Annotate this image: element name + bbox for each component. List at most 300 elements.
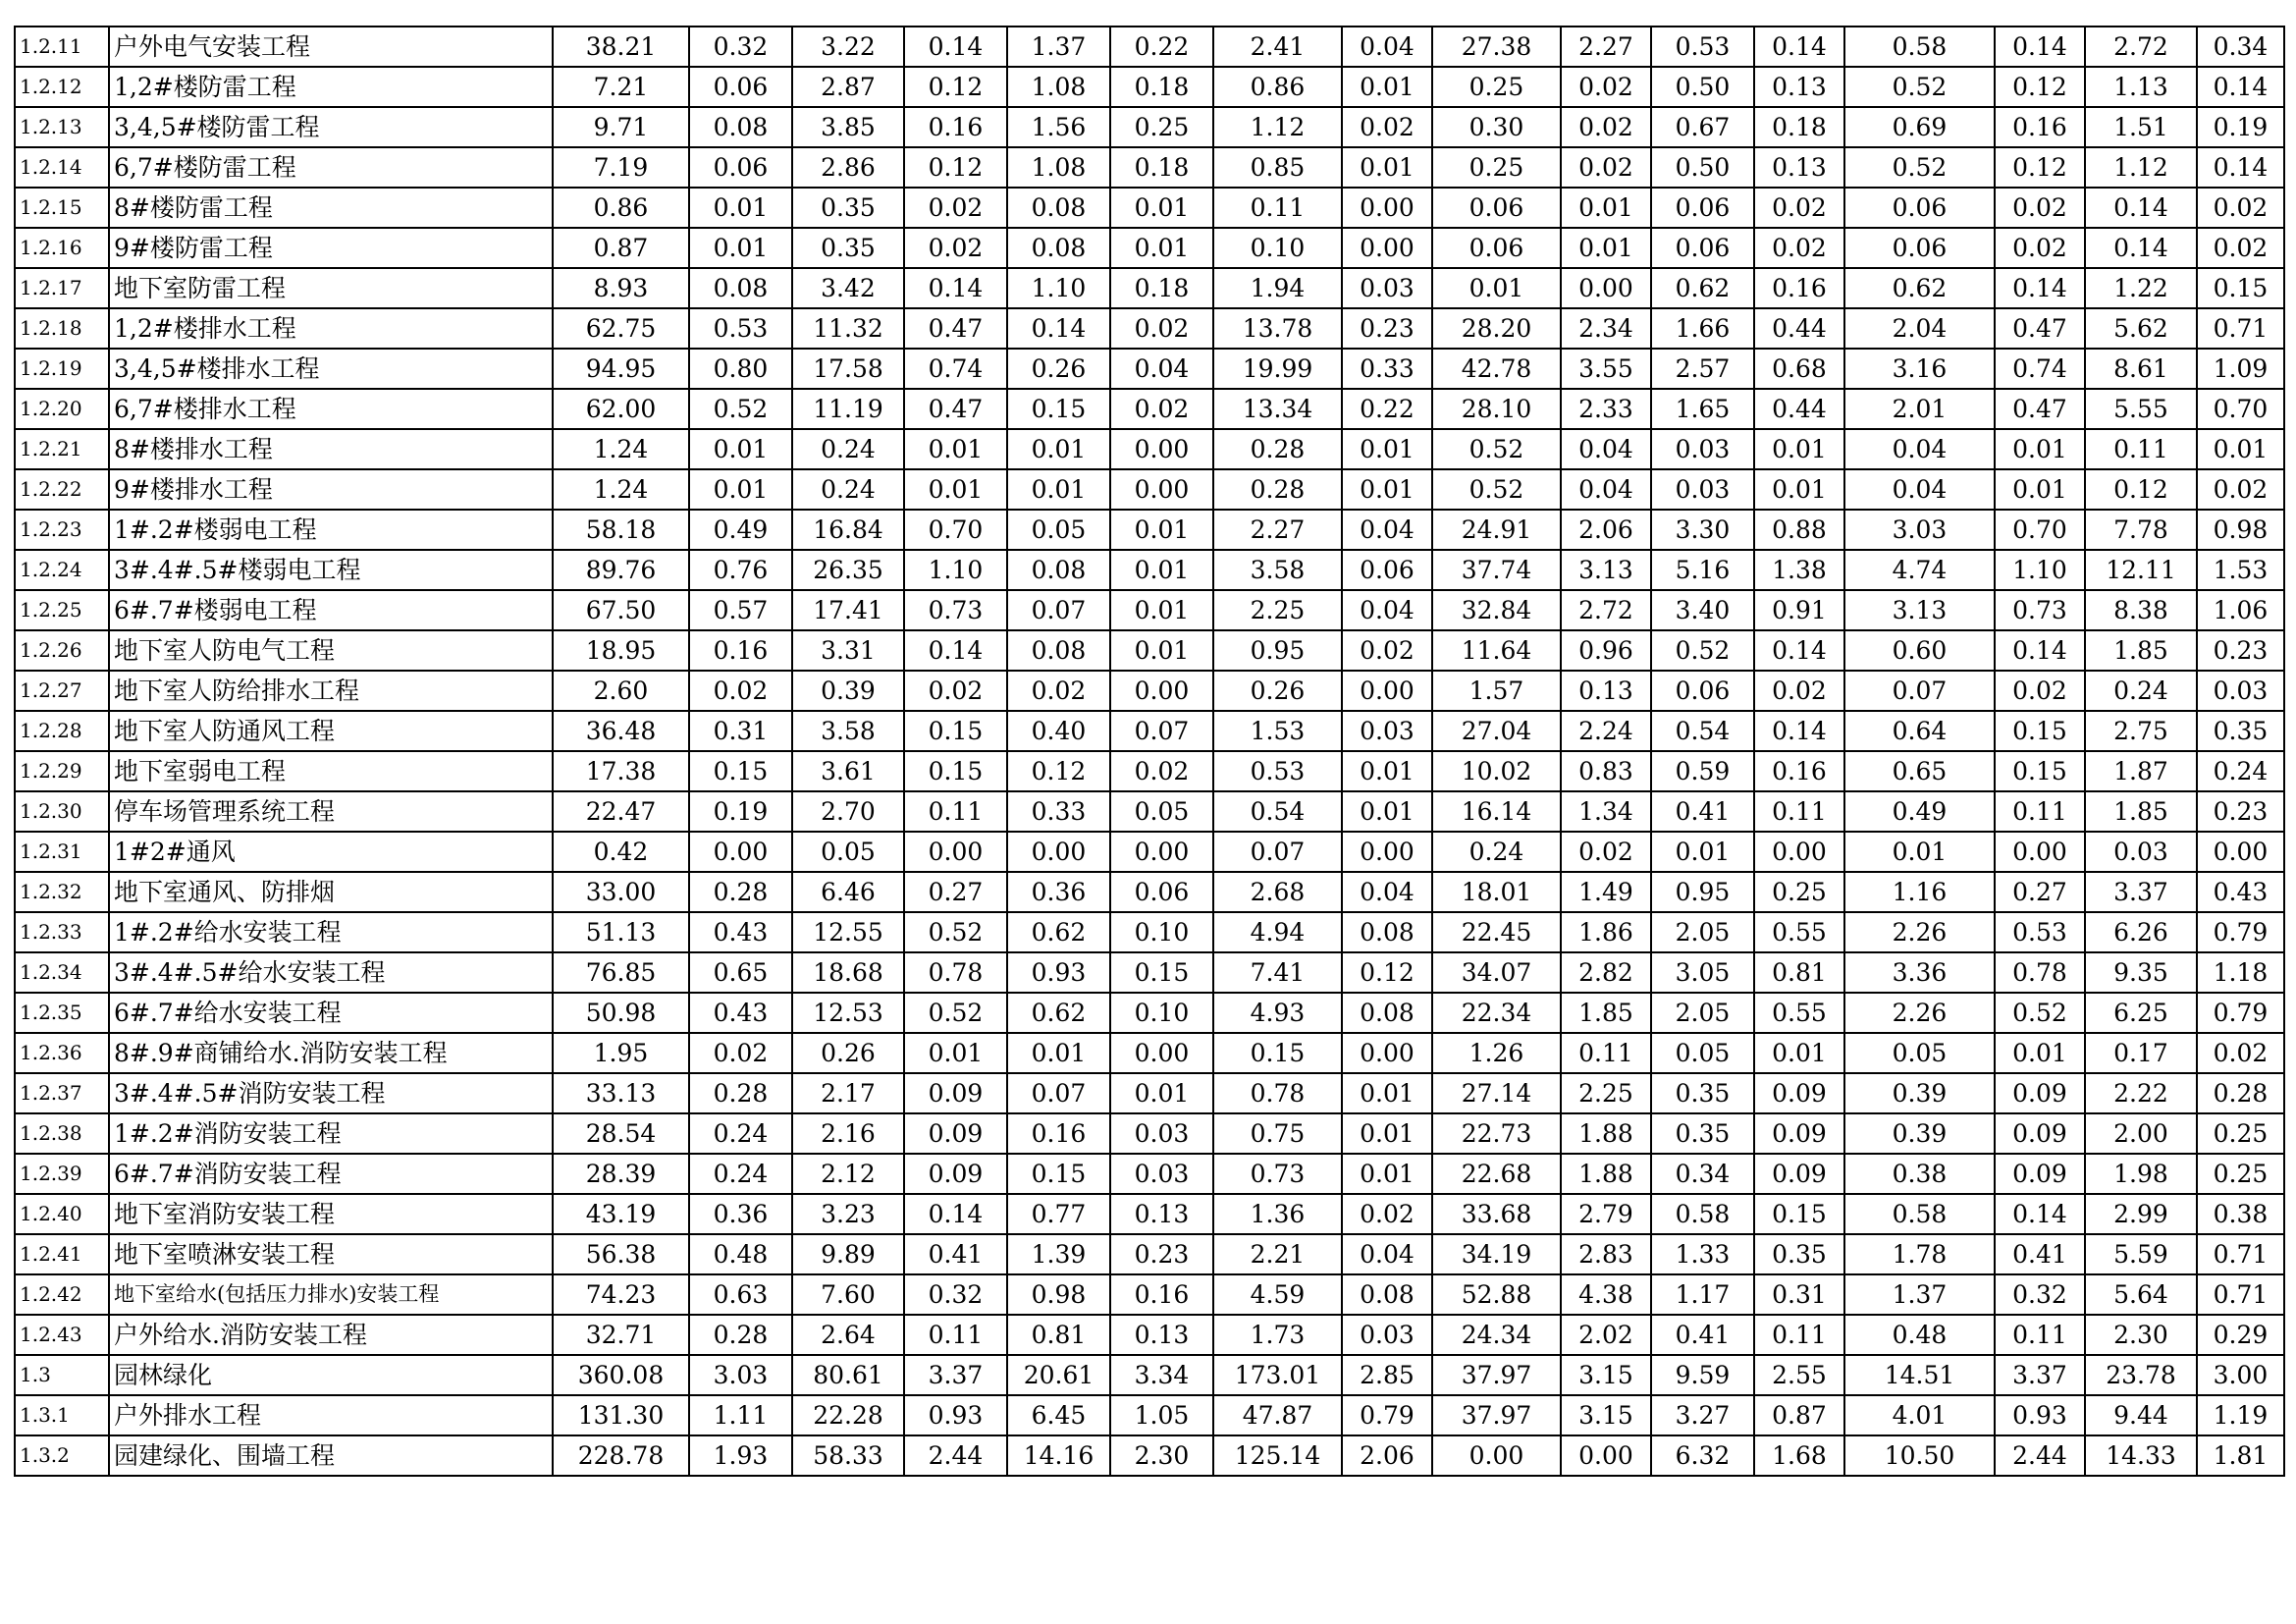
value-cell: 1.53 <box>2197 550 2284 590</box>
value-cell: 0.06 <box>1432 228 1561 268</box>
value-cell: 0.73 <box>904 590 1007 630</box>
value-cell: 0.01 <box>1561 188 1651 228</box>
value-cell: 0.15 <box>1995 711 2085 751</box>
value-cell: 0.01 <box>1342 791 1432 832</box>
value-cell: 0.24 <box>792 429 904 469</box>
value-cell: 0.38 <box>1844 1154 1995 1194</box>
value-cell: 0.10 <box>1110 993 1213 1033</box>
value-cell: 0.04 <box>1342 510 1432 550</box>
value-cell: 0.44 <box>1754 308 1844 349</box>
value-cell: 0.52 <box>1995 993 2085 1033</box>
value-cell: 0.47 <box>904 308 1007 349</box>
value-cell: 0.15 <box>1007 389 1110 429</box>
value-cell: 0.40 <box>1007 711 1110 751</box>
value-cell: 34.07 <box>1432 952 1561 993</box>
cost-table <box>14 26 2285 1477</box>
value-cell: 0.06 <box>689 67 792 107</box>
value-cell: 67.50 <box>553 590 689 630</box>
value-cell: 0.50 <box>1651 147 1754 188</box>
value-cell: 0.28 <box>689 1073 792 1113</box>
value-cell: 0.02 <box>1110 308 1213 349</box>
value-cell: 0.01 <box>1342 147 1432 188</box>
value-cell: 0.02 <box>2197 188 2284 228</box>
value-cell: 2.06 <box>1342 1435 1432 1476</box>
value-cell: 0.09 <box>1754 1073 1844 1113</box>
value-cell: 0.70 <box>1995 510 2085 550</box>
value-cell: 26.35 <box>792 550 904 590</box>
row-code: 1.2.16 <box>15 228 109 268</box>
row-name: 地下室消防安装工程 <box>109 1194 553 1234</box>
value-cell: 0.15 <box>689 751 792 791</box>
value-cell: 16.14 <box>1432 791 1561 832</box>
value-cell: 0.35 <box>792 228 904 268</box>
value-cell: 2.82 <box>1561 952 1651 993</box>
value-cell: 0.10 <box>1213 228 1342 268</box>
value-cell: 0.02 <box>1754 671 1844 711</box>
row-name: 3,4,5#楼防雷工程 <box>109 107 553 147</box>
value-cell: 5.16 <box>1651 550 1754 590</box>
value-cell: 0.11 <box>904 1315 1007 1355</box>
value-cell: 0.23 <box>1110 1234 1213 1274</box>
value-cell: 0.14 <box>1754 711 1844 751</box>
value-cell: 0.00 <box>1110 469 1213 510</box>
value-cell: 0.73 <box>1213 1154 1342 1194</box>
value-cell: 173.01 <box>1213 1355 1342 1395</box>
value-cell: 58.18 <box>553 510 689 550</box>
row-name: 1#.2#楼弱电工程 <box>109 510 553 550</box>
value-cell: 3.03 <box>689 1355 792 1395</box>
value-cell: 13.78 <box>1213 308 1342 349</box>
value-cell: 0.34 <box>1651 1154 1754 1194</box>
row-name: 6,7#楼排水工程 <box>109 389 553 429</box>
value-cell: 0.13 <box>1110 1194 1213 1234</box>
row-code: 1.2.29 <box>15 751 109 791</box>
value-cell: 1.66 <box>1651 308 1754 349</box>
value-cell: 22.34 <box>1432 993 1561 1033</box>
value-cell: 2.87 <box>792 67 904 107</box>
value-cell: 0.03 <box>1110 1113 1213 1154</box>
value-cell: 1.24 <box>553 429 689 469</box>
value-cell: 0.26 <box>792 1033 904 1073</box>
table-row <box>15 1113 2284 1154</box>
value-cell: 2.86 <box>792 147 904 188</box>
value-cell: 0.88 <box>1754 510 1844 550</box>
table-row <box>15 751 2284 791</box>
value-cell: 0.14 <box>904 630 1007 671</box>
value-cell: 0.31 <box>689 711 792 751</box>
value-cell: 0.55 <box>1754 993 1844 1033</box>
value-cell: 2.06 <box>1561 510 1651 550</box>
value-cell: 0.50 <box>1651 67 1754 107</box>
value-cell: 0.24 <box>2197 751 2284 791</box>
value-cell: 0.08 <box>1007 188 1110 228</box>
value-cell: 0.15 <box>904 751 1007 791</box>
table-row <box>15 308 2284 349</box>
value-cell: 0.01 <box>1110 510 1213 550</box>
value-cell: 2.34 <box>1561 308 1651 349</box>
value-cell: 28.39 <box>553 1154 689 1194</box>
table-row <box>15 630 2284 671</box>
row-name: 3#.4#.5#消防安装工程 <box>109 1073 553 1113</box>
value-cell: 0.67 <box>1651 107 1754 147</box>
value-cell: 0.14 <box>2197 147 2284 188</box>
value-cell: 47.87 <box>1213 1395 1342 1435</box>
value-cell: 7.19 <box>553 147 689 188</box>
value-cell: 0.63 <box>689 1274 792 1315</box>
table-row <box>15 993 2284 1033</box>
value-cell: 13.34 <box>1213 389 1342 429</box>
value-cell: 1.51 <box>2085 107 2197 147</box>
value-cell: 0.11 <box>1995 1315 2085 1355</box>
value-cell: 2.85 <box>1342 1355 1432 1395</box>
value-cell: 0.47 <box>904 389 1007 429</box>
value-cell: 0.32 <box>1995 1274 2085 1315</box>
value-cell: 0.01 <box>689 228 792 268</box>
value-cell: 0.44 <box>1754 389 1844 429</box>
row-name: 1#.2#消防安装工程 <box>109 1113 553 1154</box>
value-cell: 94.95 <box>553 349 689 389</box>
table-row <box>15 147 2284 188</box>
value-cell: 0.36 <box>1007 872 1110 912</box>
value-cell: 0.01 <box>1754 1033 1844 1073</box>
value-cell: 0.04 <box>1342 27 1432 67</box>
table-row <box>15 349 2284 389</box>
value-cell: 0.26 <box>1007 349 1110 389</box>
value-cell: 0.01 <box>1110 228 1213 268</box>
value-cell: 4.94 <box>1213 912 1342 952</box>
value-cell: 0.53 <box>1213 751 1342 791</box>
value-cell: 2.72 <box>1561 590 1651 630</box>
value-cell: 56.38 <box>553 1234 689 1274</box>
row-name: 3,4,5#楼排水工程 <box>109 349 553 389</box>
value-cell: 1.05 <box>1110 1395 1213 1435</box>
table-body <box>15 27 2284 1476</box>
table-row <box>15 1194 2284 1234</box>
row-code: 1.2.18 <box>15 308 109 349</box>
value-cell: 0.74 <box>904 349 1007 389</box>
value-cell: 6.26 <box>2085 912 2197 952</box>
value-cell: 1.57 <box>1432 671 1561 711</box>
value-cell: 0.26 <box>1213 671 1342 711</box>
value-cell: 0.47 <box>1995 389 2085 429</box>
value-cell: 0.52 <box>689 389 792 429</box>
value-cell: 125.14 <box>1213 1435 1342 1476</box>
value-cell: 2.05 <box>1651 993 1754 1033</box>
table-row <box>15 1154 2284 1194</box>
value-cell: 0.04 <box>1342 872 1432 912</box>
value-cell: 0.00 <box>1342 671 1432 711</box>
value-cell: 1.08 <box>1007 147 1110 188</box>
value-cell: 0.14 <box>1995 268 2085 308</box>
value-cell: 0.01 <box>1342 429 1432 469</box>
value-cell: 0.23 <box>2197 630 2284 671</box>
row-code: 1.2.35 <box>15 993 109 1033</box>
value-cell: 0.35 <box>1651 1113 1754 1154</box>
value-cell: 1.12 <box>2085 147 2197 188</box>
value-cell: 7.41 <box>1213 952 1342 993</box>
value-cell: 1.56 <box>1007 107 1110 147</box>
value-cell: 38.21 <box>553 27 689 67</box>
value-cell: 0.00 <box>1110 429 1213 469</box>
value-cell: 1.13 <box>2085 67 2197 107</box>
value-cell: 0.41 <box>1651 791 1754 832</box>
value-cell: 18.68 <box>792 952 904 993</box>
value-cell: 0.16 <box>1110 1274 1213 1315</box>
value-cell: 0.24 <box>689 1154 792 1194</box>
value-cell: 0.27 <box>1995 872 2085 912</box>
row-code: 1.3.2 <box>15 1435 109 1476</box>
table-row <box>15 711 2284 751</box>
value-cell: 1.24 <box>553 469 689 510</box>
value-cell: 0.03 <box>1651 429 1754 469</box>
value-cell: 1.17 <box>1651 1274 1754 1315</box>
value-cell: 0.12 <box>1342 952 1432 993</box>
value-cell: 2.17 <box>792 1073 904 1113</box>
value-cell: 0.00 <box>1754 832 1844 872</box>
value-cell: 1.10 <box>1007 268 1110 308</box>
table-row <box>15 590 2284 630</box>
value-cell: 0.77 <box>1007 1194 1110 1234</box>
value-cell: 0.41 <box>904 1234 1007 1274</box>
value-cell: 22.73 <box>1432 1113 1561 1154</box>
value-cell: 3.15 <box>1561 1395 1651 1435</box>
value-cell: 0.35 <box>1651 1073 1754 1113</box>
value-cell: 2.55 <box>1754 1355 1844 1395</box>
value-cell: 0.71 <box>2197 1234 2284 1274</box>
table-row <box>15 27 2284 67</box>
value-cell: 2.04 <box>1844 308 1995 349</box>
value-cell: 1.81 <box>2197 1435 2284 1476</box>
row-name: 园林绿化 <box>109 1355 553 1395</box>
row-code: 1.2.38 <box>15 1113 109 1154</box>
value-cell: 1.95 <box>553 1033 689 1073</box>
row-name: 地下室防雷工程 <box>109 268 553 308</box>
value-cell: 3.58 <box>1213 550 1342 590</box>
value-cell: 0.01 <box>904 429 1007 469</box>
value-cell: 43.19 <box>553 1194 689 1234</box>
value-cell: 0.01 <box>689 469 792 510</box>
value-cell: 2.72 <box>2085 27 2197 67</box>
table-row <box>15 952 2284 993</box>
value-cell: 3.37 <box>2085 872 2197 912</box>
value-cell: 32.84 <box>1432 590 1561 630</box>
value-cell: 0.00 <box>1432 1435 1561 1476</box>
value-cell: 0.41 <box>1995 1234 2085 1274</box>
value-cell: 3.16 <box>1844 349 1995 389</box>
row-name: 1,2#楼防雷工程 <box>109 67 553 107</box>
value-cell: 33.68 <box>1432 1194 1561 1234</box>
value-cell: 1.85 <box>2085 630 2197 671</box>
row-code: 1.2.36 <box>15 1033 109 1073</box>
value-cell: 0.00 <box>1110 832 1213 872</box>
value-cell: 0.01 <box>1342 751 1432 791</box>
row-name: 停车场管理系统工程 <box>109 791 553 832</box>
value-cell: 1.88 <box>1561 1113 1651 1154</box>
value-cell: 12.53 <box>792 993 904 1033</box>
row-name: 地下室给水(包括压力排水)安装工程 <box>109 1274 553 1315</box>
value-cell: 0.98 <box>2197 510 2284 550</box>
value-cell: 0.28 <box>1213 429 1342 469</box>
row-code: 1.2.11 <box>15 27 109 67</box>
value-cell: 1.88 <box>1561 1154 1651 1194</box>
row-code: 1.2.28 <box>15 711 109 751</box>
value-cell: 0.02 <box>1754 228 1844 268</box>
table-row <box>15 1395 2284 1435</box>
value-cell: 0.01 <box>1007 469 1110 510</box>
table-row <box>15 188 2284 228</box>
value-cell: 20.61 <box>1007 1355 1110 1395</box>
value-cell: 0.01 <box>1844 832 1995 872</box>
value-cell: 0.43 <box>689 993 792 1033</box>
value-cell: 0.01 <box>1342 469 1432 510</box>
value-cell: 3.15 <box>1561 1355 1651 1395</box>
value-cell: 1.85 <box>1561 993 1651 1033</box>
value-cell: 0.53 <box>1651 27 1754 67</box>
value-cell: 0.28 <box>1213 469 1342 510</box>
value-cell: 0.18 <box>1110 268 1213 308</box>
value-cell: 0.14 <box>904 1194 1007 1234</box>
row-code: 1.2.19 <box>15 349 109 389</box>
row-code: 1.2.43 <box>15 1315 109 1355</box>
value-cell: 1.53 <box>1213 711 1342 751</box>
value-cell: 0.01 <box>1342 1073 1432 1113</box>
value-cell: 0.01 <box>1651 832 1754 872</box>
value-cell: 2.05 <box>1651 912 1754 952</box>
row-code: 1.2.26 <box>15 630 109 671</box>
value-cell: 34.19 <box>1432 1234 1561 1274</box>
value-cell: 33.00 <box>553 872 689 912</box>
row-code: 1.2.34 <box>15 952 109 993</box>
row-name: 地下室人防给排水工程 <box>109 671 553 711</box>
value-cell: 80.61 <box>792 1355 904 1395</box>
value-cell: 5.59 <box>2085 1234 2197 1274</box>
value-cell: 0.06 <box>1651 228 1754 268</box>
row-code: 1.2.17 <box>15 268 109 308</box>
value-cell: 1.11 <box>689 1395 792 1435</box>
value-cell: 0.31 <box>1754 1274 1844 1315</box>
value-cell: 3.40 <box>1651 590 1754 630</box>
value-cell: 1.34 <box>1561 791 1651 832</box>
value-cell: 0.00 <box>2197 832 2284 872</box>
value-cell: 2.83 <box>1561 1234 1651 1274</box>
value-cell: 2.79 <box>1561 1194 1651 1234</box>
value-cell: 1.93 <box>689 1435 792 1476</box>
value-cell: 0.14 <box>1754 630 1844 671</box>
value-cell: 2.22 <box>2085 1073 2197 1113</box>
value-cell: 3.30 <box>1651 510 1754 550</box>
value-cell: 0.01 <box>1007 429 1110 469</box>
value-cell: 0.86 <box>1213 67 1342 107</box>
row-name: 6#.7#消防安装工程 <box>109 1154 553 1194</box>
value-cell: 10.50 <box>1844 1435 1995 1476</box>
value-cell: 0.08 <box>1007 228 1110 268</box>
value-cell: 0.53 <box>689 308 792 349</box>
row-name: 8#楼排水工程 <box>109 429 553 469</box>
value-cell: 2.02 <box>1561 1315 1651 1355</box>
value-cell: 0.24 <box>2085 671 2197 711</box>
value-cell: 1.85 <box>2085 791 2197 832</box>
value-cell: 27.04 <box>1432 711 1561 751</box>
value-cell: 0.04 <box>1342 1234 1432 1274</box>
table-row <box>15 1033 2284 1073</box>
value-cell: 0.52 <box>1651 630 1754 671</box>
value-cell: 19.99 <box>1213 349 1342 389</box>
value-cell: 9.44 <box>2085 1395 2197 1435</box>
value-cell: 2.12 <box>792 1154 904 1194</box>
value-cell: 2.26 <box>1844 912 1995 952</box>
value-cell: 0.32 <box>904 1274 1007 1315</box>
value-cell: 0.09 <box>1995 1073 2085 1113</box>
value-cell: 1.12 <box>1213 107 1342 147</box>
value-cell: 28.54 <box>553 1113 689 1154</box>
value-cell: 0.28 <box>689 1315 792 1355</box>
value-cell: 22.45 <box>1432 912 1561 952</box>
value-cell: 0.08 <box>689 268 792 308</box>
row-code: 1.2.33 <box>15 912 109 952</box>
value-cell: 0.01 <box>1754 429 1844 469</box>
value-cell: 3.23 <box>792 1194 904 1234</box>
value-cell: 0.06 <box>689 147 792 188</box>
row-code: 1.2.12 <box>15 67 109 107</box>
value-cell: 62.75 <box>553 308 689 349</box>
value-cell: 0.18 <box>1754 107 1844 147</box>
value-cell: 10.02 <box>1432 751 1561 791</box>
value-cell: 0.00 <box>1342 832 1432 872</box>
value-cell: 52.88 <box>1432 1274 1561 1315</box>
value-cell: 2.30 <box>2085 1315 2197 1355</box>
value-cell: 0.25 <box>1432 67 1561 107</box>
value-cell: 2.27 <box>1213 510 1342 550</box>
value-cell: 0.13 <box>1110 1315 1213 1355</box>
value-cell: 3.13 <box>1561 550 1651 590</box>
table-row <box>15 67 2284 107</box>
value-cell: 8.93 <box>553 268 689 308</box>
value-cell: 0.02 <box>1561 147 1651 188</box>
value-cell: 0.43 <box>2197 872 2284 912</box>
value-cell: 0.06 <box>1110 872 1213 912</box>
value-cell: 1.19 <box>2197 1395 2284 1435</box>
row-code: 1.2.24 <box>15 550 109 590</box>
value-cell: 1.38 <box>1754 550 1844 590</box>
value-cell: 0.02 <box>2197 1033 2284 1073</box>
value-cell: 1.49 <box>1561 872 1651 912</box>
value-cell: 2.44 <box>1995 1435 2085 1476</box>
value-cell: 0.08 <box>1007 550 1110 590</box>
value-cell: 0.14 <box>1995 630 2085 671</box>
value-cell: 0.02 <box>1007 671 1110 711</box>
value-cell: 0.62 <box>1844 268 1995 308</box>
value-cell: 1.08 <box>1007 67 1110 107</box>
value-cell: 0.93 <box>1007 952 1110 993</box>
value-cell: 3.37 <box>1995 1355 2085 1395</box>
value-cell: 0.83 <box>1561 751 1651 791</box>
value-cell: 1.87 <box>2085 751 2197 791</box>
value-cell: 0.13 <box>1754 147 1844 188</box>
value-cell: 1.39 <box>1007 1234 1110 1274</box>
value-cell: 0.24 <box>689 1113 792 1154</box>
value-cell: 2.26 <box>1844 993 1995 1033</box>
value-cell: 0.39 <box>1844 1073 1995 1113</box>
value-cell: 0.22 <box>1110 27 1213 67</box>
value-cell: 0.06 <box>1651 671 1754 711</box>
value-cell: 0.01 <box>1561 228 1651 268</box>
value-cell: 0.12 <box>904 147 1007 188</box>
value-cell: 0.38 <box>2197 1194 2284 1234</box>
value-cell: 3.58 <box>792 711 904 751</box>
value-cell: 0.19 <box>689 791 792 832</box>
value-cell: 24.34 <box>1432 1315 1561 1355</box>
value-cell: 0.28 <box>689 872 792 912</box>
